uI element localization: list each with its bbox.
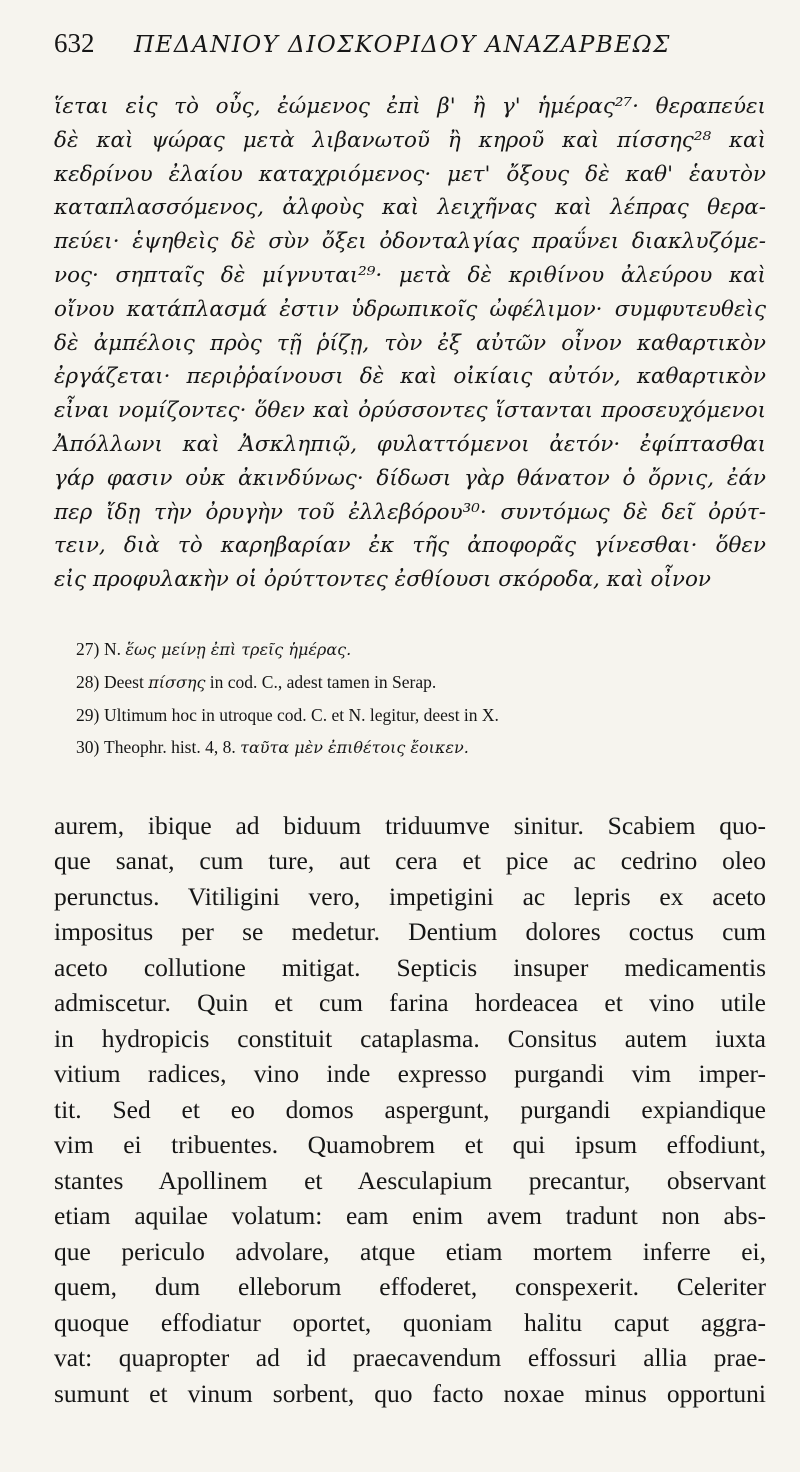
greek-line: δὲ ἀμπέλοις πρὸς τῇ ῥίζῃ, τὸν ἐξ αὐτῶν οἶνον καθαρτικὸν [54, 330, 766, 356]
latin-line: impositus per se medetur. Dentium dolores coctus cum [54, 917, 766, 947]
latin-line: vitium radices, vino inde expresso purgandi vim imper- [54, 1059, 766, 1089]
footnote-number: 30) [76, 736, 100, 757]
greek-line: ἐργάζεται· περιῤῥαίνουσι δὲ καὶ οἰκίαις αὐτόν, καθαρτικὸν [54, 364, 766, 390]
latin-line: quem, dum elleborum effoderet, conspexerit. Celeriter [54, 1272, 766, 1302]
footnote [76, 666, 764, 699]
footnote-text: N. [104, 638, 126, 659]
page-number: 632 [54, 28, 95, 58]
footnote-text: in cod. C., adest tamen in Serap. [205, 671, 437, 692]
footnote-number: 27) [76, 638, 100, 659]
footnote-text: Deest [104, 671, 149, 692]
latin-line: que periculo advolare, atque etiam mortem inferre ei, [54, 1236, 766, 1266]
latin-line: tit. Sed et eo domos aspergunt, purgandi expiandique [54, 1094, 766, 1124]
footnote [76, 699, 764, 731]
greek-line: περ ἴδῃ τὴν ὀρυγὴν τοῦ ἐλλεβόρου³⁰· συντόμως δὲ δεῖ ὀρύτ- [54, 499, 766, 525]
latin-line: quoque effodiatur oportet, quoniam halitu caput aggra- [54, 1307, 766, 1337]
latin-line: que sanat, cum ture, aut cera et pice ac cedrino oleo [54, 846, 766, 876]
greek-line: δὲ καὶ ψώρας μετὰ λιβανωτοῦ ἢ κηροῦ καὶ πίσσης²⁸ καὶ [54, 127, 766, 153]
latin-translation-block [54, 808, 766, 1412]
greek-text-block [54, 90, 766, 597]
greek-line: οἴνου κατάπλασμά ἐστιν ὑδρωπικοῖς ὠφέλιμον· συμφυτευθεὶς [54, 296, 766, 322]
latin-line: vim ei tribuentes. Quamobrem et qui ipsum effodiunt, [54, 1130, 766, 1160]
footnote-greek-text: πίσσης [148, 672, 206, 692]
latin-line: admiscetur. Quin et cum farina hordeacea et vino utile [54, 988, 766, 1018]
greek-line: καταπλασσόμενος, ἀλφοὺς καὶ λειχῆνας καὶ λέπρας θερα- [54, 195, 766, 221]
footnote [76, 731, 764, 764]
greek-line: ἵεται εἰς τὸ οὖς, ἐώμενος ἐπὶ β' ἢ γ' ἡμέρας²⁷· θεραπεύει [54, 94, 766, 119]
latin-line: etiam aquilae volatum: eam enim avem tradunt non abs- [54, 1201, 766, 1231]
footnote-greek-text: ταῦτα μὲν ἐπιθέτοις ἔοικεν. [240, 737, 469, 757]
running-title: ΠΕΔΑΝΙΟΥ ΔΙΟΣΚΟΡΙΔΟΥ ΑΝΑΖΑΡΒΕΩΣ [134, 32, 671, 58]
greek-line: εἰς προφυλακὴν οἱ ὀρύττοντες ἐσθίουσι σκόροδα, καὶ οἶνον [54, 567, 711, 593]
footnote-number: 29) [76, 704, 100, 725]
footnote [76, 633, 764, 666]
greek-line: τειν, διὰ τὸ καρηβαρίαν ἐκ τῆς ἀποφορᾶς γίνεσθαι· ὅθεν [54, 533, 766, 559]
greek-line: πεύει· ἑψηθεὶς δὲ σὺν ὄξει ὀδονταλγίας πραΰνει διακλυζόμε- [54, 229, 766, 255]
greek-line: κεδρίνου ἐλαίου καταχριόμενος· μετ' ὄξους δὲ καθ' ἑαυτὸν [54, 161, 766, 187]
greek-line: εἶναι νομίζοντες· ὅθεν καὶ ὀρύσσοντες ἵστανται προσευχόμενοι [54, 398, 766, 424]
footnote-number: 28) [76, 671, 100, 692]
footnote-text: Theophr. hist. 4, 8. [104, 736, 241, 757]
running-head [54, 28, 764, 88]
footnote-text: Ultimum hoc in utroque cod. C. et N. legitur, deest in X. [104, 704, 499, 725]
footnotes [54, 633, 764, 764]
latin-line: perunctus. Vitiligini vero, impetigini ac lepris ex aceto [54, 881, 766, 911]
greek-line: νος· σηπταῖς δὲ μίγνυται²⁹· μετὰ δὲ κριθίνου ἀλεύρου καὶ [54, 262, 766, 288]
latin-line: vat: quapropter ad id praecavendum effossuri allia prae- [54, 1343, 766, 1373]
latin-line: sumunt et vinum sorbent, quo facto noxae minus opportuni [54, 1378, 766, 1408]
latin-line: aceto collutione mitigat. Septicis insuper medicamentis [54, 952, 766, 982]
footnote-greek-text: ἕως μείνῃ ἐπὶ τρεῖς ἡμέρας. [125, 639, 352, 659]
greek-line: Ἀπόλλωνι καὶ Ἀσκληπιῷ, φυλαττόμενοι ἀετόν· ἐφίπτασθαι [54, 431, 766, 457]
latin-line: aurem, ibique ad biduum triduumve sinitur. Scabiem quo- [54, 810, 766, 840]
greek-line: γάρ φασιν οὐκ ἀκινδύνως· δίδωσι γὰρ θάνατον ὁ ὄρνις, ἐάν [54, 465, 766, 491]
latin-line: stantes Apollinem et Aesculapium precantur, observant [54, 1165, 766, 1195]
latin-line: in hydropicis constituit cataplasma. Consitus autem iuxta [54, 1023, 766, 1053]
